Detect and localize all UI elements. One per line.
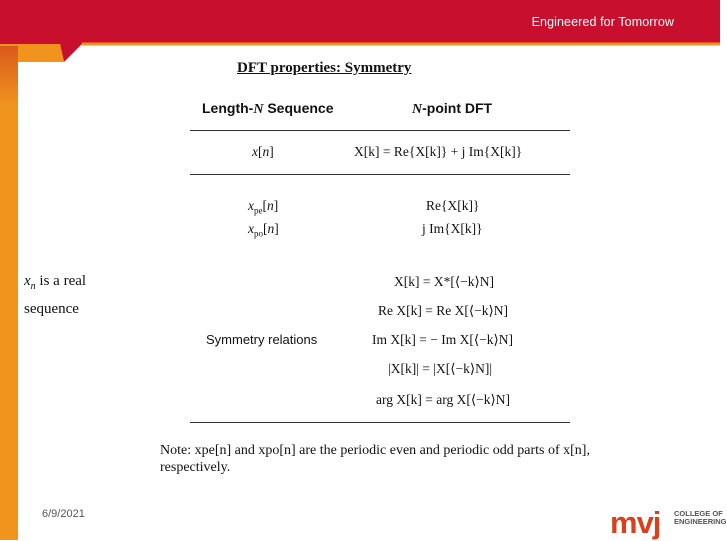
- row3-seq: $x_{po}[n]$: [248, 221, 279, 239]
- footnote: Note: xpe[n] and xpo[n] are the periodic even and periodic odd parts of x[n], respectively.: [160, 443, 590, 475]
- table-rule-mid: [190, 174, 570, 175]
- logo-text: [674, 510, 727, 526]
- logo-line2: ENGINEERING: [674, 517, 727, 526]
- row2-seq: $x_{pe}[n]$: [248, 198, 279, 216]
- symmetry-relations-label: Symmetry relations: [206, 332, 318, 347]
- relation-phase: arg X[k] = arg X[⟨−k⟩N]: [376, 392, 510, 407]
- relation-conjugate: X[k] = X*[⟨−k⟩N]: [394, 274, 494, 289]
- col2-header: [412, 100, 492, 118]
- col1-header-var: N: [253, 102, 264, 117]
- banner-tagline: Engineered for Tomorrow: [531, 15, 674, 29]
- college-logo: [610, 505, 727, 540]
- relation-imag-part: Im X[k] = − Im X[⟨−k⟩N]: [372, 332, 513, 347]
- side-note-line2: sequence: [24, 301, 79, 317]
- row2-dft: Re{X[k]}: [426, 198, 480, 213]
- table-rule-bottom: [190, 422, 570, 423]
- col1-header: [202, 100, 333, 118]
- row1-dft: X[k] = Re{X[k]} + j Im{X[k]}: [354, 144, 523, 159]
- side-note-line1: is a real: [35, 273, 87, 289]
- logo-line1: COLLEGE OF: [674, 509, 723, 518]
- relation-magnitude: |X[k]| = |X[⟨−k⟩N]|: [388, 361, 493, 376]
- row3-dft: j Im{X[k]}: [422, 221, 483, 236]
- real-sequence-note: $x_n$ is a real sequence: [24, 273, 87, 317]
- col2-header-suffix: -point DFT: [422, 100, 493, 116]
- logo-mark: mvj: [610, 505, 661, 540]
- left-accent-shade: [0, 46, 18, 106]
- row1-seq: x[n]: [252, 144, 274, 159]
- col2-header-var: N: [412, 102, 423, 117]
- slide-date: 6/9/2021: [42, 508, 85, 520]
- table-rule-top: [190, 130, 570, 131]
- col1-header-suffix: Sequence: [263, 100, 334, 116]
- slide-title: DFT properties: Symmetry: [237, 60, 412, 76]
- header-banner: [0, 0, 720, 48]
- relation-real-part: Re X[k] = Re X[⟨−k⟩N]: [378, 303, 508, 318]
- col1-header-prefix: Length-: [202, 100, 254, 116]
- left-accent-bar: [0, 46, 18, 540]
